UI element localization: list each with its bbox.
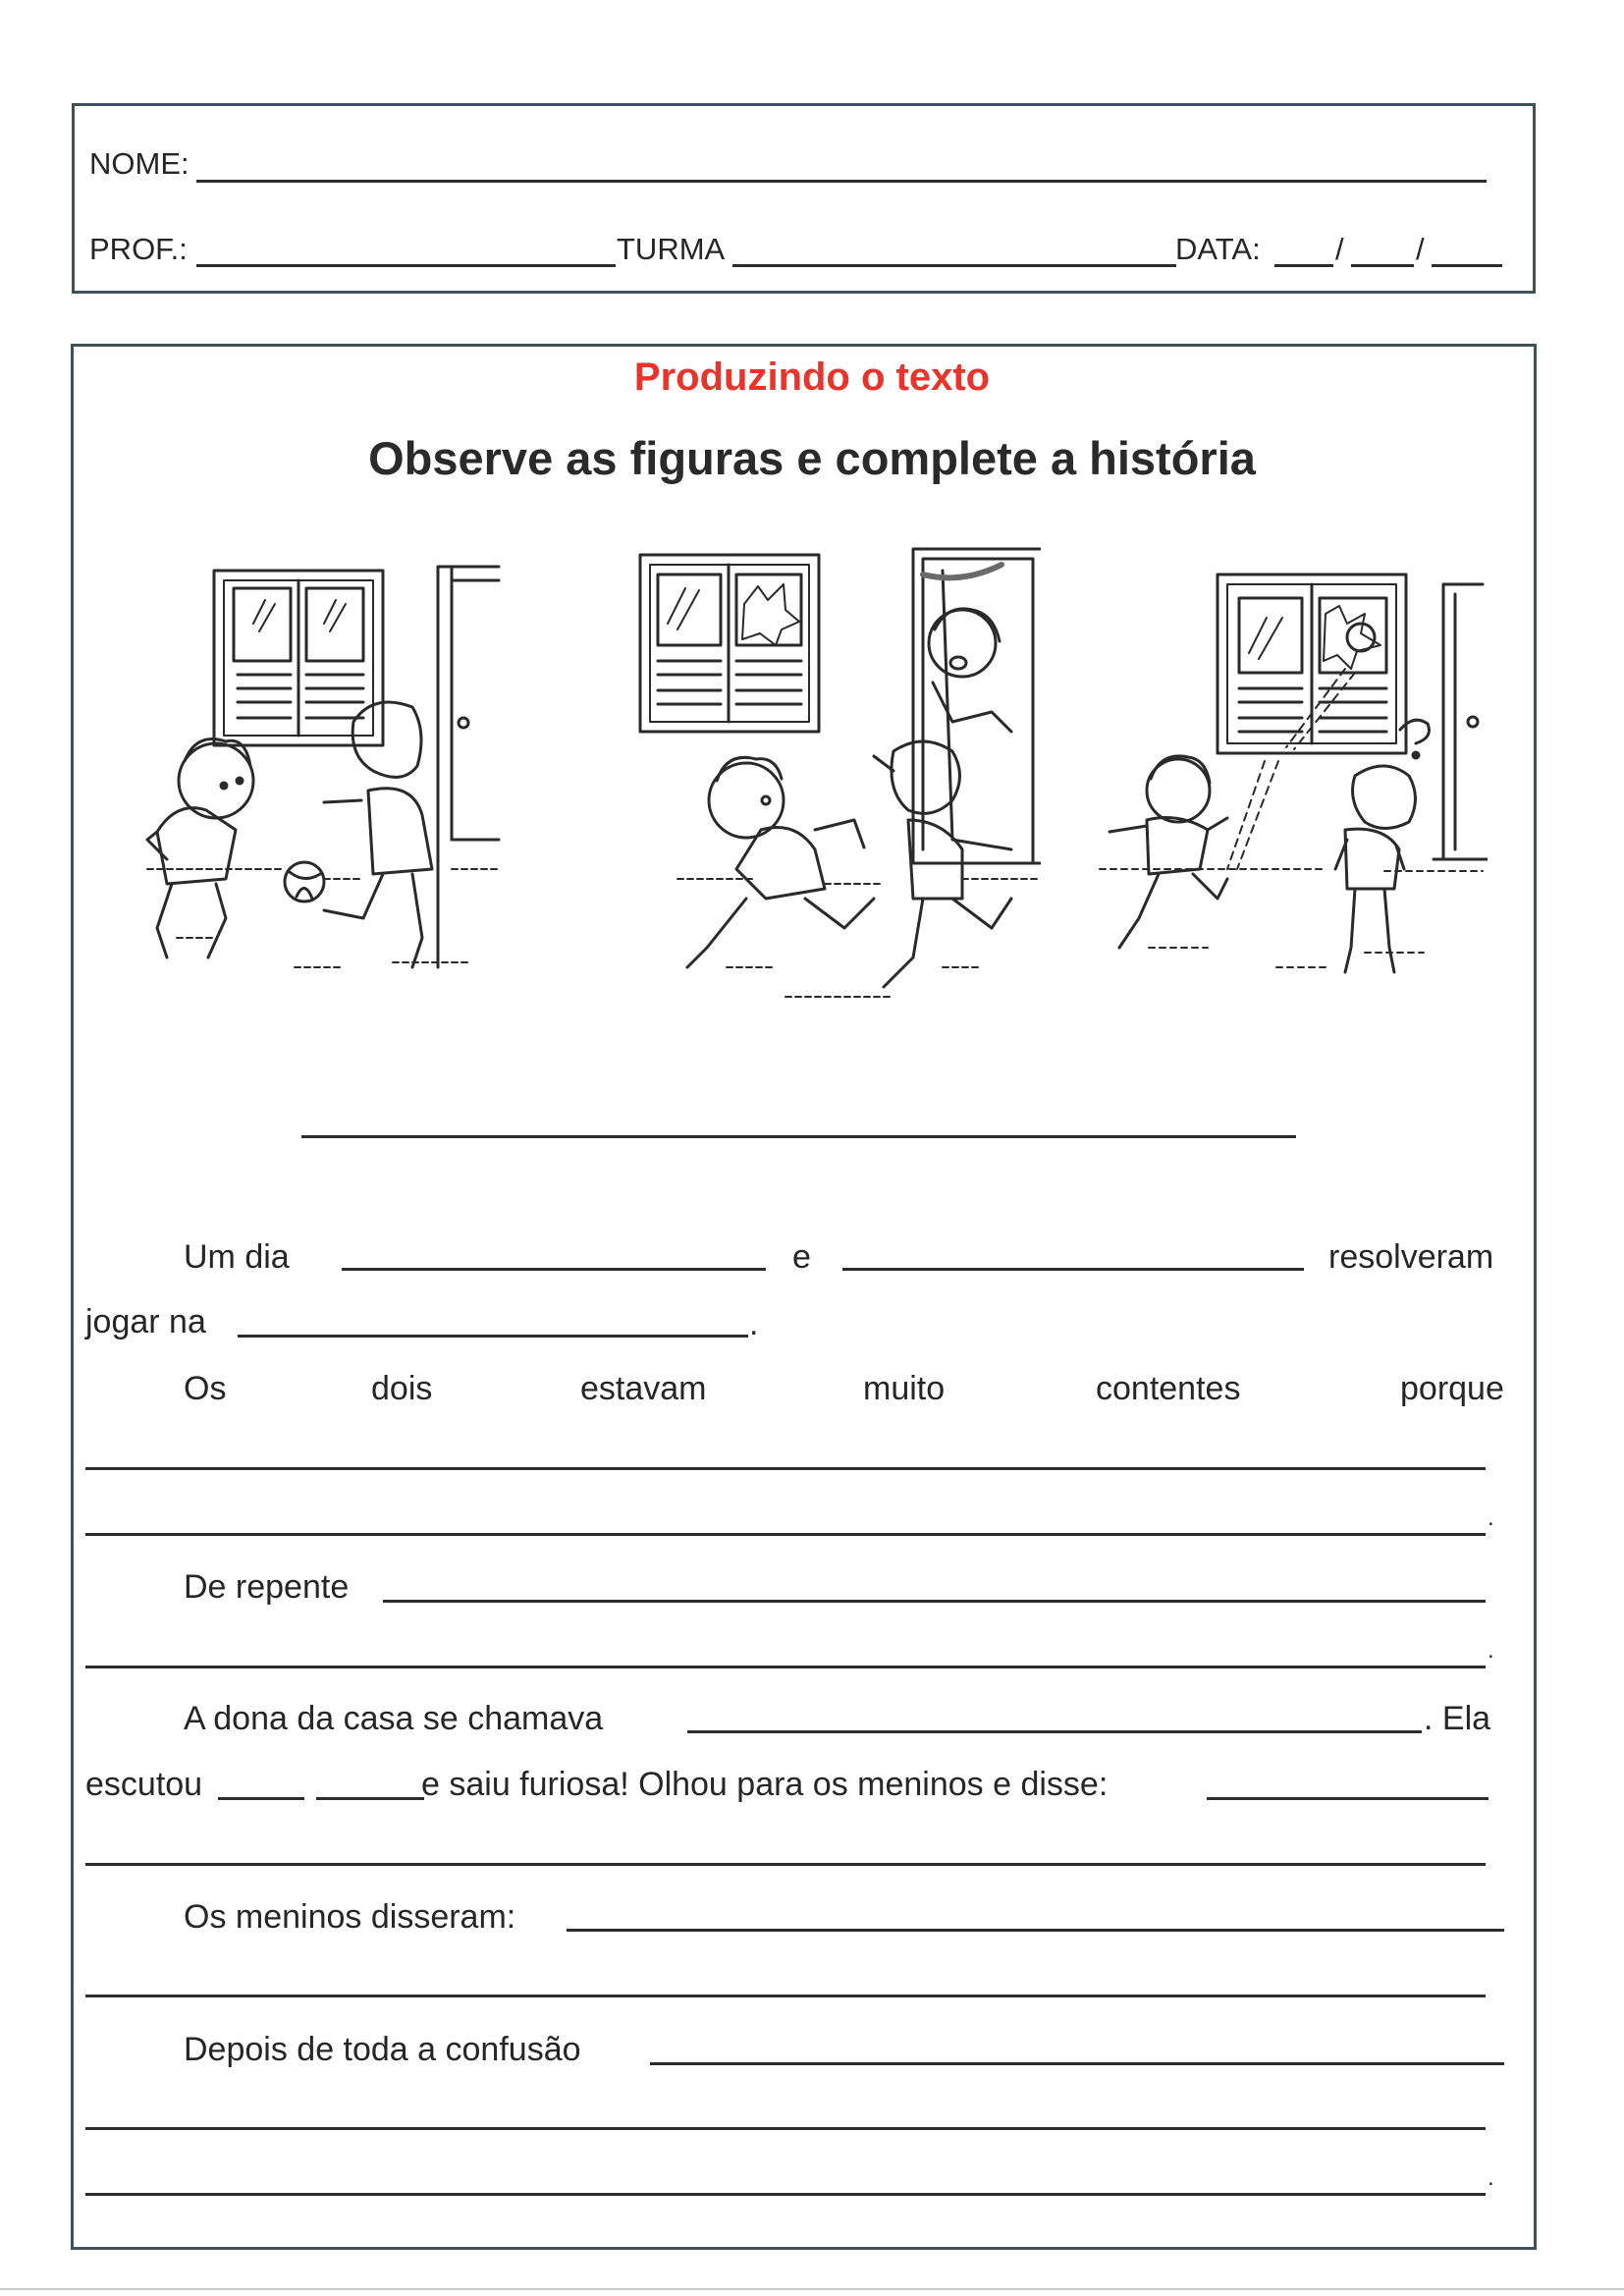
period: . — [1488, 1504, 1494, 1531]
story-text-escutou: escutou — [85, 1766, 203, 1803]
reason-line-1-field[interactable] — [85, 1467, 1486, 1470]
boys-speech-field[interactable] — [567, 1929, 1504, 1932]
story-text-depois: Depois de toda a confusão — [184, 2031, 581, 2068]
story-text-meninos-disseram: Os meninos disseram: — [184, 1898, 516, 1936]
date-label: DATA: — [1175, 232, 1261, 266]
class-field[interactable] — [732, 264, 1176, 267]
story-text-resolveram: resolveram — [1328, 1238, 1494, 1276]
story-text-saiu-furiosa: e saiu furiosa! Olhou para os meninos e disse: — [421, 1766, 1109, 1803]
ending-line-1-field[interactable] — [650, 2062, 1504, 2065]
character-1-field[interactable] — [342, 1268, 766, 1271]
scene-running-icon — [628, 535, 1041, 1007]
scan-edge-line — [0, 2288, 1624, 2290]
period: . — [1488, 1637, 1494, 1664]
owner-speech-field[interactable] — [1207, 1797, 1489, 1800]
event-line-2-field[interactable] — [85, 1666, 1486, 1668]
date-separator: / — [1335, 232, 1344, 266]
ending-line-3-field[interactable] — [85, 2193, 1486, 2196]
story-word: Os — [184, 1370, 227, 1407]
ending-line-2-field[interactable] — [85, 2127, 1486, 2130]
teacher-field[interactable] — [196, 264, 616, 267]
story-word: estavam — [580, 1370, 707, 1407]
sound-field-2[interactable] — [316, 1797, 424, 1800]
story-text-um-dia: Um dia — [184, 1238, 290, 1276]
section-title: Produzindo o texto — [633, 355, 991, 399]
illustration-panel-2 — [628, 535, 1041, 1007]
story-text-dona-da-casa: A dona da casa se chamava — [184, 1700, 604, 1737]
date-separator: / — [1416, 232, 1425, 266]
story-text-ela: . Ela — [1424, 1700, 1491, 1737]
event-line-1-field[interactable] — [383, 1600, 1486, 1603]
scene-playing-icon — [128, 545, 501, 987]
story-word: contentes — [1096, 1370, 1241, 1407]
reason-line-2-field[interactable] — [85, 1533, 1486, 1536]
boys-speech-line-2-field[interactable] — [85, 1995, 1486, 1997]
place-field[interactable] — [238, 1335, 748, 1338]
owner-speech-line-2-field[interactable] — [85, 1863, 1486, 1866]
period: . — [749, 1305, 759, 1342]
sound-field-1[interactable] — [218, 1797, 304, 1800]
name-field[interactable] — [196, 180, 1487, 183]
story-text-e: e — [792, 1238, 811, 1276]
story-word: dois — [371, 1370, 433, 1407]
story-text-de-repente: De repente — [184, 1568, 350, 1606]
story-word: porque — [1400, 1370, 1504, 1407]
story-text-jogar-na: jogar na — [85, 1303, 206, 1340]
story-title-field[interactable] — [301, 1135, 1296, 1138]
date-year-field[interactable] — [1432, 264, 1502, 267]
name-label: NOME: — [89, 146, 189, 181]
scene-broken-window-icon — [1090, 555, 1488, 997]
illustration-panel-3 — [1090, 555, 1488, 997]
period: . — [1488, 2164, 1494, 2191]
character-2-field[interactable] — [842, 1268, 1304, 1271]
date-day-field[interactable] — [1274, 264, 1333, 267]
illustration-panel-1 — [128, 545, 501, 987]
date-month-field[interactable] — [1351, 264, 1414, 267]
teacher-label: PROF.: — [89, 232, 188, 266]
instruction-heading: Observe as figuras e complete a história — [368, 432, 1256, 484]
owner-name-field[interactable] — [687, 1730, 1422, 1733]
story-word: muito — [863, 1370, 946, 1407]
class-label: TURMA — [617, 232, 726, 266]
